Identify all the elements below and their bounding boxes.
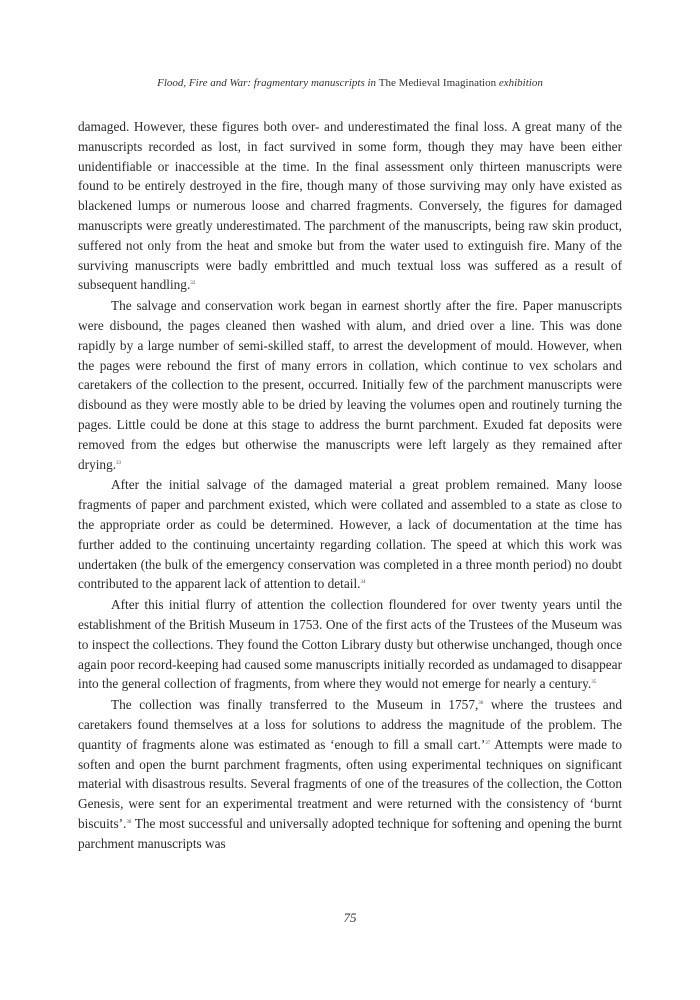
body-text <box>78 117 622 853</box>
paragraph-text: damaged. However, these figures both over- and underestimated the final loss. A great many of the manuscripts recorded as lost, in fact survived in some form, though they may have been either unidentifiable or inaccessible at the time. In the final assessment only thirteen manuscripts were found to be entirely destroyed in the fire, though many of those surviving may only have existed as blackened lumps or numerous loose and charred fragments. Conversely, the figures for damaged manuscripts were greatly underestimated. The parchment of the manuscripts, being raw skin product, suffered not only from the heat and smoke but from the water used to extinguish fire. Many of the surviving manuscripts were badly embrittled and much textual loss was suffered as a result of subsequent handling. <box>78 119 622 293</box>
paragraph-2 <box>78 296 622 474</box>
running-head-part2: The Medieval Imagination <box>378 77 497 89</box>
footnote-ref-34[interactable]: 34 <box>360 580 366 586</box>
paragraph-text-seg1: The collection was finally transferred to the Museum in 1757, <box>111 697 479 713</box>
paragraph-4 <box>78 595 622 694</box>
paragraph-text: The salvage and conservation work began in earnest shortly after the fire. Paper manuscripts were disbound, the pages cleaned then washed with alum, and dried over a line. This was done rapidly by a large number of semi-skilled staff, to arrest the development of mould. However, when the pages were rebound the first of many errors in collation, which continue to vex scholars and caretakers of the collection to the present, occurred. Initially few of the parchment manuscripts were disbound as they were mostly able to be dried by leaving the volumes open and routinely turning the pages. Little could be done at this stage to address the burnt parchment. Exuded fat deposits were removed from the edges but otherwise the manuscripts were left largely as they remained after drying. <box>78 298 622 472</box>
paragraph-1 <box>78 117 622 295</box>
paragraph-text-seg2: where the trustees and caretakers found themselves at a loss for solutions to address the magnitude of the problem. The quantity of fragments alone was estimated as ‘enough to fill a small cart.’ <box>78 697 622 752</box>
footnote-ref-33[interactable]: 33 <box>116 460 122 466</box>
page-number: 75 <box>343 910 357 925</box>
footnote-ref-32[interactable]: 32 <box>190 281 196 287</box>
footnote-ref-37[interactable]: 37 <box>485 740 491 746</box>
running-head-part3: exhibition <box>496 77 543 89</box>
running-head <box>0 77 700 89</box>
running-head-part1: Flood, Fire and War: fragmentary manuscripts in <box>157 77 379 89</box>
paragraph-text: After this initial flurry of attention the collection floundered for over twenty years until the establishment of the British Museum in 1753. One of the first acts of the Trustees of the Museum was to inspect the collections. They found the Cotton Library dusty but otherwise unchanged, though once again poor record-keeping had caused some manuscripts initially recorded as undamaged to disappear into the general collection of fragments, from where they would not emerge for nearly a century. <box>78 597 622 692</box>
footnote-ref-38[interactable]: 38 <box>126 819 132 825</box>
paragraph-text-seg4: The most successful and universally adopted technique for softening and opening the burnt parchment manuscripts was <box>78 815 622 851</box>
paragraph-3 <box>78 475 622 594</box>
paragraph-5 <box>78 695 622 853</box>
paragraph-text-seg3: Attempts were made to soften and open the burnt parchment fragments, often using experimental techniques on significant material with disastrous results. Several fragments of one of the treasures of the collection, the Cotton Genesis, were sent for an experimental treatment and were returned with the consistency of ‘burnt biscuits’. <box>78 736 623 831</box>
footnote-ref-35[interactable]: 35 <box>591 680 597 686</box>
paragraph-text: After the initial salvage of the damaged material a great problem remained. Many loose fragments of paper and parchment existed, which were collated and assembled to a state as close to the appropriate order as could be determined. However, a lack of documentation at the time has further added to the continuing uncertainty regarding collation. The speed at which this work was undertaken (the bulk of the emergency conservation was completed in a three month period) no doubt contributed to the apparent lack of attention to detail. <box>78 477 622 592</box>
footnote-ref-36[interactable]: 36 <box>478 701 484 707</box>
